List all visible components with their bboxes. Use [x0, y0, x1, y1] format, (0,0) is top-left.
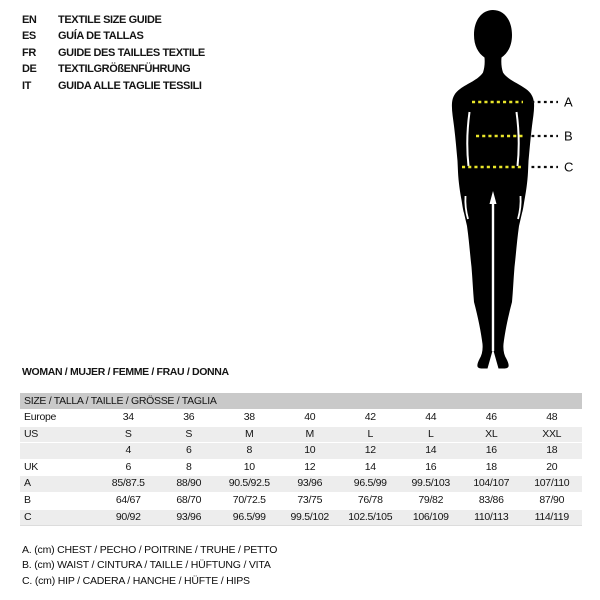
size-value-cell: 99.5/103	[411, 477, 450, 490]
size-value-cell: 106/109	[412, 510, 449, 523]
size-value-cell: 40	[304, 411, 316, 423]
size-value-cell: 20	[546, 460, 558, 473]
language-code: DE	[22, 63, 37, 76]
size-value-cell: XL	[485, 427, 498, 440]
size-value-cell: 16	[485, 444, 497, 457]
language-title: TEXTILE SIZE GUIDE	[58, 14, 162, 26]
size-value-cell: 88/90	[176, 477, 202, 490]
size-value-cell: 64/67	[115, 493, 141, 506]
language-title: GUIDE DES TAILLES TEXTILE	[58, 46, 205, 59]
row-label: A	[24, 477, 31, 490]
row-label: B	[24, 493, 31, 506]
size-value-cell: 18	[485, 460, 497, 473]
size-value-cell: S	[185, 427, 193, 440]
size-value-cell: 79/82	[418, 493, 444, 506]
measurement-legend	[22, 543, 277, 589]
table-row	[20, 475, 582, 492]
size-value-cell: 48	[546, 411, 558, 423]
marker-label-waist: B	[564, 128, 573, 144]
size-value-cell: 90/92	[115, 510, 141, 523]
row-label: C	[24, 510, 32, 523]
language-title: TEXTILGRÖßENFÜHRUNG	[58, 63, 191, 76]
language-row	[22, 45, 205, 61]
size-value-cell: 42	[364, 411, 376, 423]
language-code: ES	[22, 30, 36, 43]
size-value-cell: 38	[243, 411, 255, 423]
size-value-cell: 70/72.5	[232, 493, 266, 506]
marker-label-hip: C	[564, 159, 574, 175]
language-title-list	[22, 12, 205, 94]
size-value-cell: 76/78	[357, 493, 383, 506]
size-value-cell: 36	[183, 411, 195, 423]
size-value-cell: 114/119	[534, 510, 569, 523]
legend-line-hip: C. (cm) HIP / CADERA / HANCHE / HÜFTE / HIPS	[22, 574, 250, 587]
size-value-cell: 96.5/99	[232, 510, 266, 523]
language-code: EN	[22, 14, 37, 26]
size-value-cell: 46	[485, 411, 497, 423]
size-value-cell: XXL	[542, 427, 562, 440]
size-value-cell: 85/87.5	[111, 477, 145, 490]
size-table-header: SIZE / TALLA / TAILLE / GRÖSSE / TAGLIA	[20, 393, 582, 409]
size-value-cell: 10	[304, 444, 316, 457]
size-value-cell: 34	[122, 411, 134, 423]
language-row	[22, 12, 205, 28]
size-value-cell: 6	[125, 460, 132, 473]
size-value-cell: 8	[246, 444, 253, 457]
size-value-cell: 4	[125, 444, 132, 457]
legend-line-chest: A. (cm) CHEST / PECHO / POITRINE / TRUHE / PETTO	[22, 544, 278, 556]
size-value-cell: 14	[364, 460, 376, 473]
woman-silhouette-figure	[425, 2, 595, 377]
size-value-cell: M	[245, 427, 254, 440]
table-row	[20, 509, 582, 526]
size-value-cell: 104/107	[473, 477, 510, 490]
size-value-cell: 16	[425, 460, 437, 473]
language-code: FR	[22, 46, 36, 59]
size-value-cell: S	[124, 427, 132, 440]
size-value-cell: 14	[425, 444, 437, 457]
size-value-cell: 8	[185, 460, 192, 473]
size-value-cell: 83/86	[478, 493, 504, 506]
language-row	[22, 78, 205, 94]
table-row	[20, 459, 582, 476]
legend-line-waist: B. (cm) WAIST / CINTURA / TAILLE / HÜFTUNG / VITA	[22, 559, 271, 572]
size-value-cell: 18	[546, 444, 558, 457]
size-value-cell: 93/96	[297, 477, 323, 490]
table-row	[20, 409, 582, 426]
marker-label-chest: A	[564, 94, 573, 110]
size-value-cell: 12	[304, 460, 316, 473]
size-value-cell: 107/110	[534, 477, 570, 490]
row-label: UK	[24, 460, 38, 473]
row-label	[20, 443, 98, 459]
table-row	[20, 426, 582, 443]
table-row	[20, 442, 582, 459]
language-row	[22, 61, 205, 77]
size-value-cell: 6	[185, 444, 192, 457]
size-value-cell: 110/113	[474, 510, 509, 523]
size-value-cell: 102.5/105	[348, 510, 393, 523]
size-value-cell: 99.5/102	[290, 510, 329, 523]
size-value-cell: 90.5/92.5	[228, 477, 270, 490]
size-value-cell: 73/75	[297, 493, 323, 506]
table-row	[20, 492, 582, 509]
section-title: WOMAN / MUJER / FEMME / FRAU / DONNA	[22, 366, 229, 378]
language-code: IT	[22, 79, 31, 92]
size-value-cell: M	[305, 427, 314, 440]
row-label: US	[24, 427, 38, 440]
size-value-cell: L	[367, 427, 374, 440]
size-value-cell: 10	[243, 460, 255, 473]
size-value-cell: 68/70	[176, 493, 202, 506]
language-title: GUÍA DE TALLAS	[58, 30, 144, 43]
size-table	[20, 393, 582, 526]
size-value-cell: 87/90	[539, 493, 565, 506]
row-label: Europe	[24, 411, 57, 423]
size-value-cell: L	[427, 427, 434, 440]
language-title: GUIDA ALLE TAGLIE TESSILI	[58, 79, 202, 92]
size-value-cell: 44	[425, 411, 437, 423]
size-value-cell: 93/96	[176, 510, 202, 523]
size-table-body	[20, 409, 582, 525]
language-row	[22, 28, 205, 44]
size-value-cell: 96.5/99	[353, 477, 387, 490]
size-value-cell: 12	[364, 444, 376, 457]
